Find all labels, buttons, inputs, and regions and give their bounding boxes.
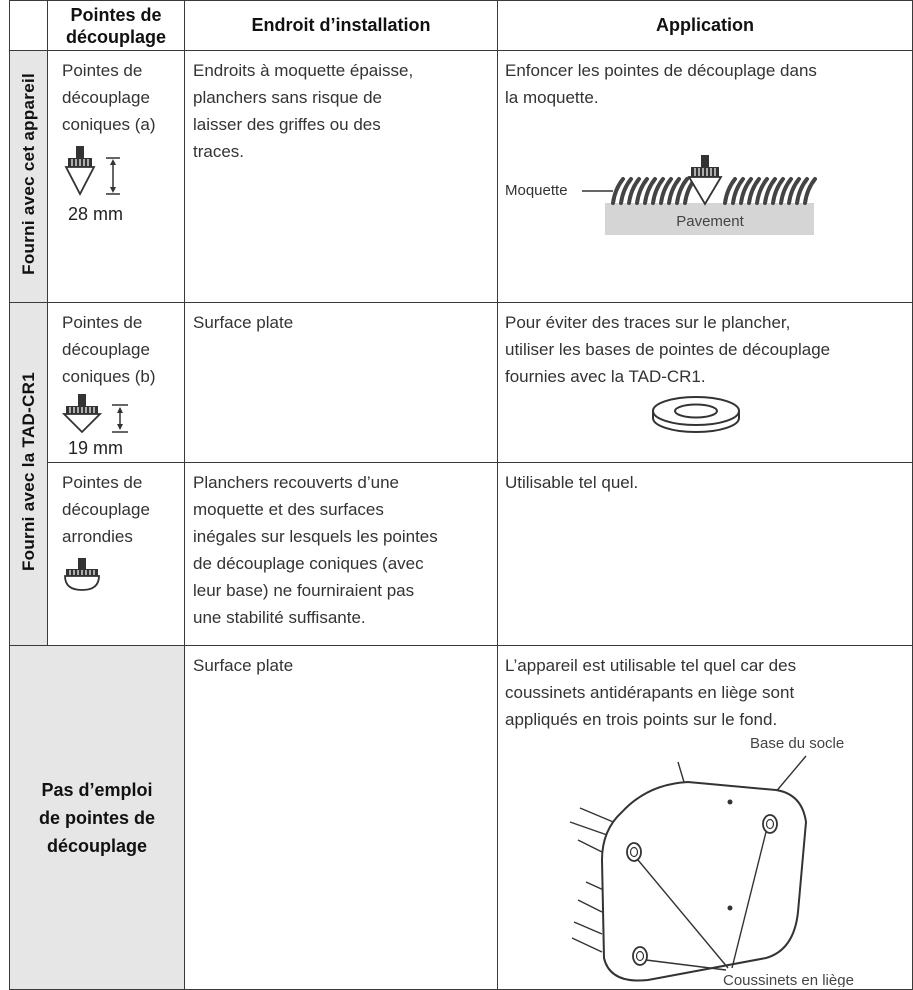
table-row bbox=[10, 646, 913, 990]
cork-pad-icon bbox=[633, 947, 647, 965]
spike-a-name-line3: coniques (a) bbox=[62, 115, 156, 134]
no-spikes-line1: Pas d’emploi bbox=[41, 779, 153, 800]
location-c-line2: moquette et des surfaces bbox=[193, 500, 384, 519]
spike-b-name-line2: découplage bbox=[62, 340, 150, 359]
rounded-spike-icon bbox=[62, 554, 122, 594]
cork-pad-icon bbox=[763, 815, 777, 833]
table-row bbox=[10, 51, 913, 303]
table-row bbox=[10, 463, 913, 646]
location-d-line1: Surface plate bbox=[193, 656, 294, 675]
no-spikes-cell bbox=[10, 646, 185, 990]
table-row bbox=[10, 303, 913, 463]
location-c-line1: Planchers recouverts d’une bbox=[193, 473, 400, 492]
location-c-line5: leur base) ne fourniraient pas bbox=[193, 581, 415, 600]
spike-b-cell bbox=[48, 303, 185, 463]
base-underside-diagram bbox=[498, 732, 898, 987]
cork-pads-label: Coussinets en liège bbox=[723, 972, 854, 987]
spike-b-size: 19 mm bbox=[68, 438, 124, 458]
spike-a-size: 28 mm bbox=[68, 204, 124, 224]
location-a-line3: laisser des griffes ou des bbox=[193, 115, 381, 134]
header-location: Endroit d’installation bbox=[185, 1, 498, 51]
application-d-line2: coussinets antidérapants en liège sont bbox=[505, 683, 795, 702]
group-supplied-label: Fourni avec cet appareil bbox=[18, 73, 38, 275]
application-b-cell bbox=[498, 303, 913, 463]
location-a-line4: traces. bbox=[193, 142, 245, 161]
spike-c-name-line3: arrondies bbox=[62, 527, 133, 546]
cone-spike-a-icon bbox=[62, 142, 172, 234]
no-spikes-line3: découplage bbox=[46, 835, 148, 856]
location-c-line6: une stabilité suffisante. bbox=[193, 608, 366, 627]
group-tad-cell bbox=[10, 303, 48, 646]
application-b-line1: Pour éviter des traces sur le plancher, bbox=[505, 313, 791, 332]
location-a-line1: Endroits à moquette épaisse, bbox=[193, 61, 414, 80]
spike-a-name-line2: découplage bbox=[62, 88, 150, 107]
spike-a-name-line1: Pointes de bbox=[62, 61, 143, 80]
application-a-cell bbox=[498, 51, 913, 303]
application-d-line3: appliqués en trois points sur le fond. bbox=[505, 710, 778, 729]
application-a-line2: la moquette. bbox=[505, 88, 599, 107]
location-c-line4: de découplage coniques (avec bbox=[193, 554, 424, 573]
spike-c-name-line2: découplage bbox=[62, 500, 150, 519]
spike-b-name-line1: Pointes de bbox=[62, 313, 143, 332]
location-b-line1: Surface plate bbox=[193, 313, 294, 332]
location-c-line3: inégales sur lesquels les pointes bbox=[193, 527, 438, 546]
cone-spike-b-icon bbox=[62, 392, 172, 462]
spike-base-icon bbox=[505, 392, 905, 442]
application-c-cell bbox=[498, 463, 913, 646]
application-c-line1: Utilisable tel quel. bbox=[505, 473, 639, 492]
location-a-line2: planchers sans risque de bbox=[193, 88, 383, 107]
header-spikes bbox=[48, 1, 185, 51]
location-d-cell bbox=[185, 646, 498, 990]
header-spikes-line1: Pointes de bbox=[70, 4, 162, 25]
carpet-diagram bbox=[505, 109, 905, 259]
location-a-cell bbox=[185, 51, 498, 303]
application-d-line1: L’appareil est utilisable tel quel car des bbox=[505, 656, 797, 675]
cone-spike-in-carpet-icon bbox=[689, 155, 721, 204]
group-supplied-cell bbox=[10, 51, 48, 303]
group-tad-label: Fourni avec la TAD-CR1 bbox=[18, 372, 38, 571]
spike-b-name-line3: coniques (b) bbox=[62, 367, 156, 386]
location-c-cell bbox=[185, 463, 498, 646]
floor-label: Pavement bbox=[676, 213, 744, 230]
application-b-line3: fournies avec la TAD-CR1. bbox=[505, 367, 706, 386]
spikes-table bbox=[9, 0, 913, 990]
carpet-label: Moquette bbox=[505, 182, 568, 199]
spike-c-name-line1: Pointes de bbox=[62, 473, 143, 492]
base-label: Base du socle bbox=[750, 735, 845, 752]
header-application: Application bbox=[498, 1, 913, 51]
no-spikes-line2: de pointes de bbox=[38, 807, 155, 828]
spike-a-cell bbox=[48, 51, 185, 303]
header-empty-cell bbox=[10, 1, 48, 51]
header-spikes-line2: découplage bbox=[65, 26, 167, 47]
location-b-cell bbox=[185, 303, 498, 463]
header-row bbox=[10, 1, 913, 51]
application-a-line1: Enfoncer les pointes de découplage dans bbox=[505, 61, 817, 80]
application-d-cell bbox=[498, 646, 913, 990]
base-plate bbox=[602, 782, 806, 981]
application-b-line2: utiliser les bases de pointes de découplage bbox=[505, 340, 831, 359]
cork-pad-icon bbox=[627, 843, 641, 861]
spike-c-cell bbox=[48, 463, 185, 646]
